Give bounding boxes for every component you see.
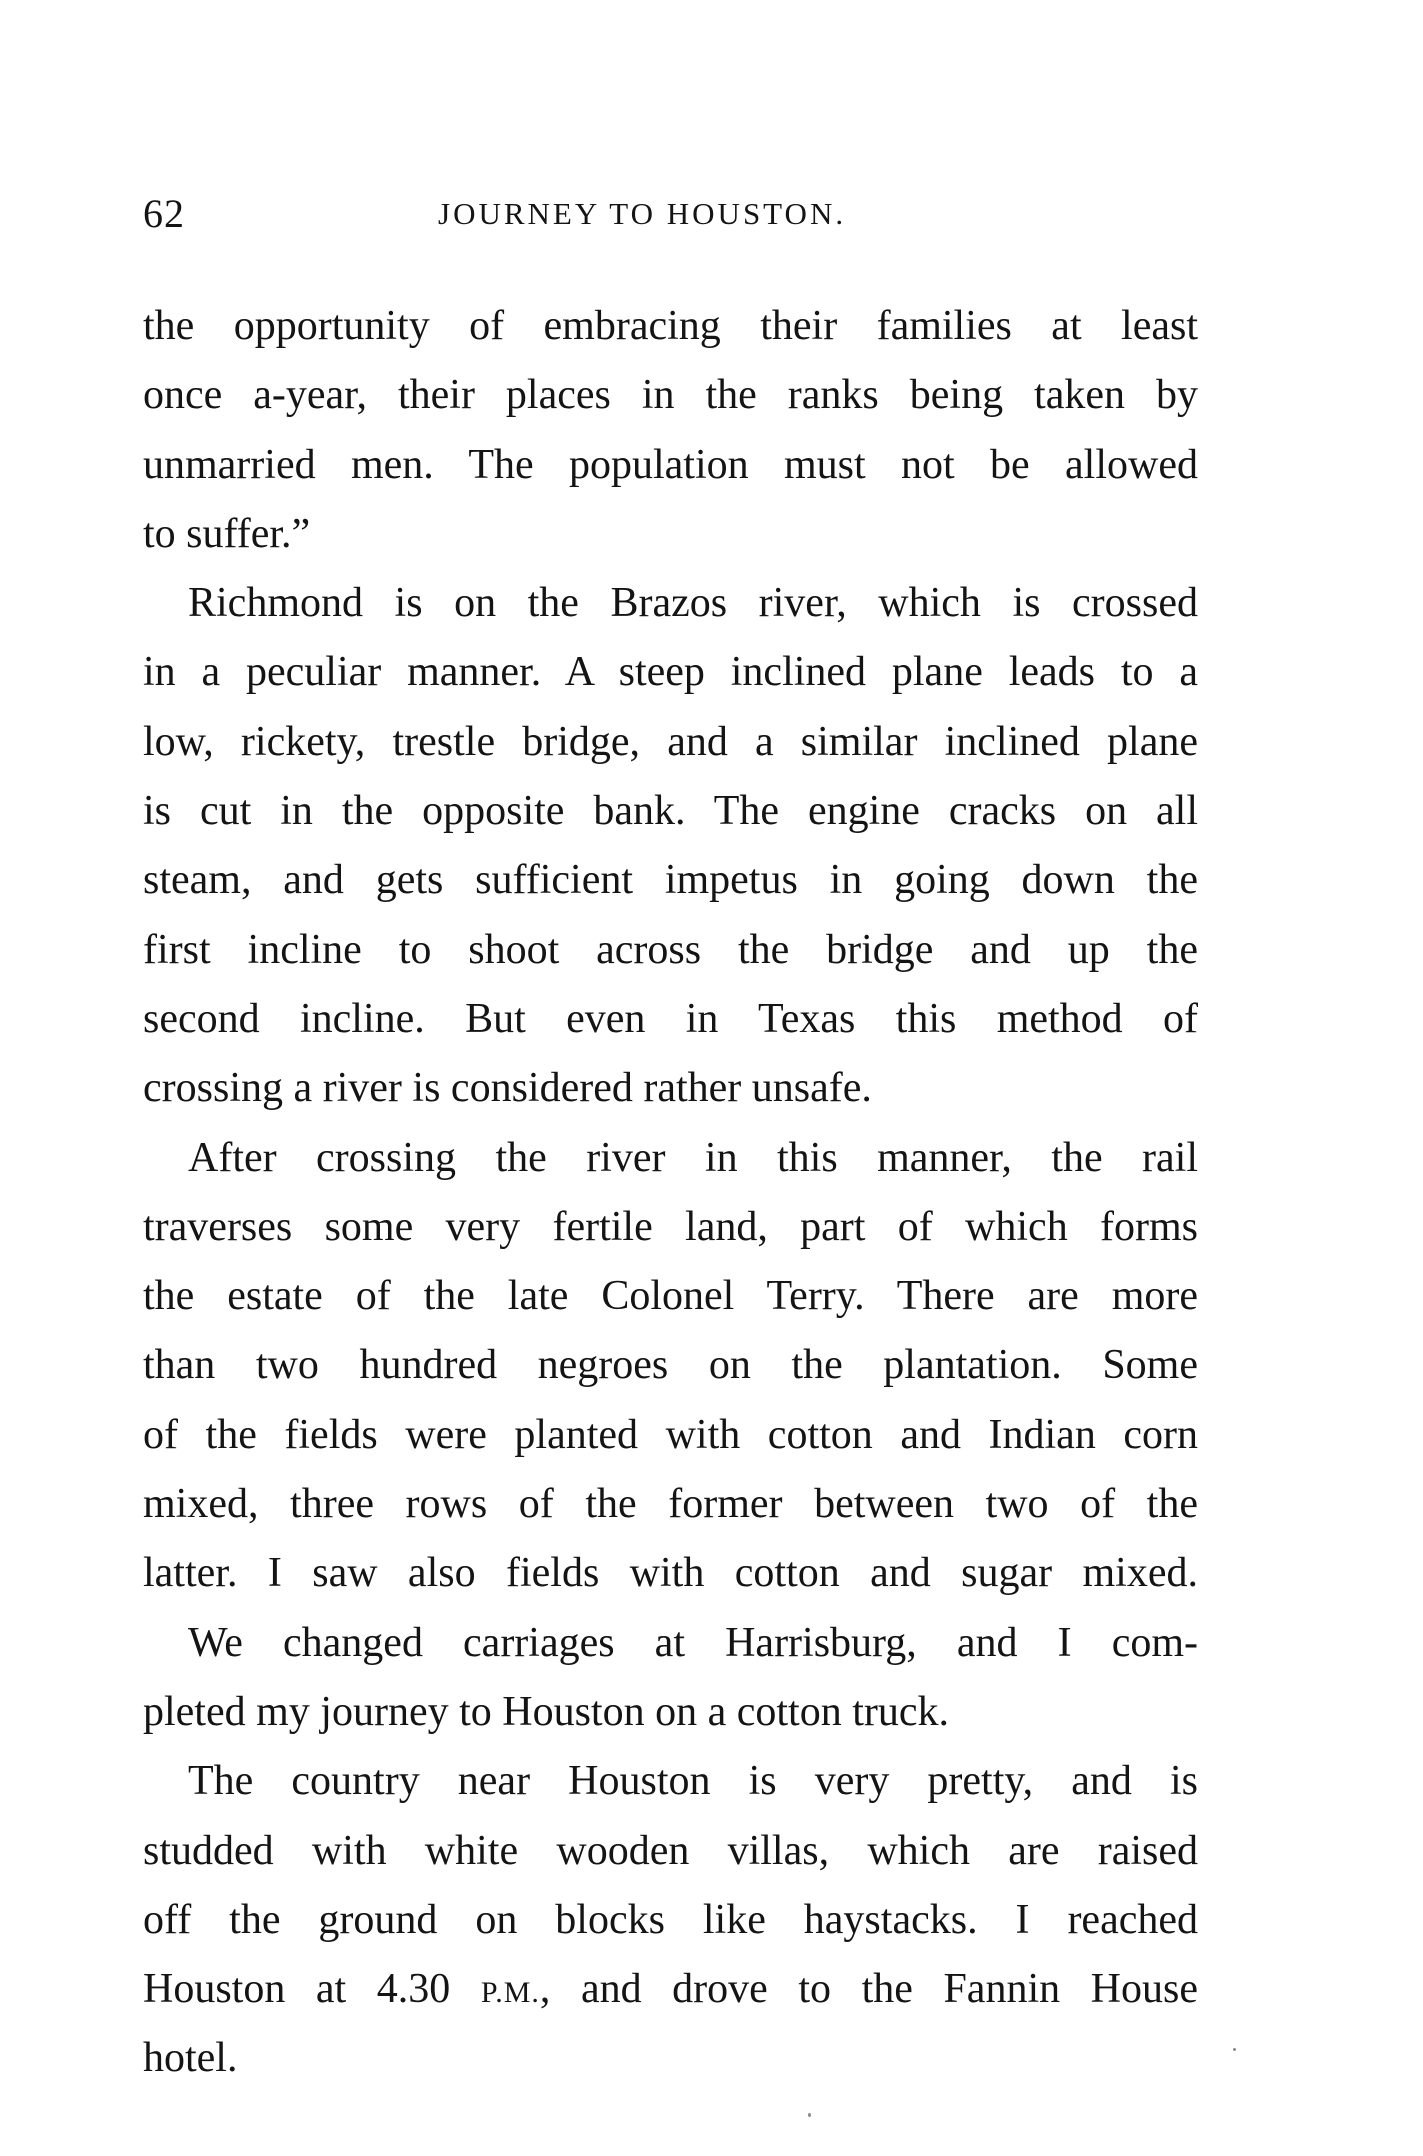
text-line: the estate of the late Colonel Terry. There are more — [143, 1273, 1198, 1320]
text-line: Richmond is on the Brazos river, which is crossed — [188, 580, 1198, 627]
text-line: After crossing the river in this manner, the rail — [188, 1134, 1198, 1181]
text-line: studded with white wooden villas, which are raised — [143, 1827, 1198, 1874]
text-line: of the fields were planted with cotton and Indian corn — [143, 1411, 1198, 1458]
text-line: hotel. — [143, 2035, 238, 2082]
text-line: to suffer.” — [143, 510, 311, 557]
text-line: first incline to shoot across the bridge and up the — [143, 926, 1198, 973]
body-text — [143, 292, 1198, 2094]
text-line: We changed carriages at Harrisburg, and I com- — [188, 1619, 1198, 1666]
text-line: second incline. But even in Texas this method of — [143, 995, 1198, 1042]
text-line: low, rickety, trestle bridge, and a similar inclined plane — [143, 718, 1198, 765]
text-line: off the ground on blocks like haystacks. I reached — [143, 1896, 1198, 1943]
text-segment: , and drove to the Fannin House — [539, 1966, 1198, 2013]
text-line: than two hundred negroes on the plantation. Some — [143, 1342, 1198, 1389]
text-line: once a-year, their places in the ranks being taken by — [143, 372, 1198, 419]
text-segment: Houston at 4.30 — [143, 1966, 481, 2013]
text-line: crossing a river is considered rather unsafe. — [143, 1065, 872, 1112]
text-line: pleted my journey to Houston on a cotton truck. — [143, 1688, 950, 1735]
text-line: steam, and gets sufficient impetus in going down the — [143, 857, 1198, 904]
running-head: JOURNEY TO HOUSTON. — [438, 196, 847, 231]
text-line: The country near Houston is very pretty, and is — [188, 1758, 1198, 1805]
page-number: 62 — [143, 191, 185, 236]
text-line: traverses some very fertile land, part of which forms — [143, 1203, 1198, 1250]
scan-speck — [808, 2113, 811, 2117]
page-header — [143, 190, 1203, 240]
text-line: mixed, three rows of the former between two of the — [143, 1481, 1198, 1528]
text-line: the opportunity of embracing their families at least — [143, 303, 1198, 349]
scan-speck — [1233, 2048, 1236, 2051]
text-line: unmarried men. The population must not be allowed — [143, 441, 1198, 488]
text-line: is cut in the opposite bank. The engine cracks on all — [143, 788, 1198, 835]
text-line: in a peculiar manner. A steep inclined plane leads to a — [143, 649, 1198, 696]
text-line — [143, 1955, 1198, 2024]
text-line: latter. I saw also fields with cotton and sugar mixed. — [143, 1550, 1198, 1597]
time-abbreviation: P.M. — [480, 1976, 540, 2010]
